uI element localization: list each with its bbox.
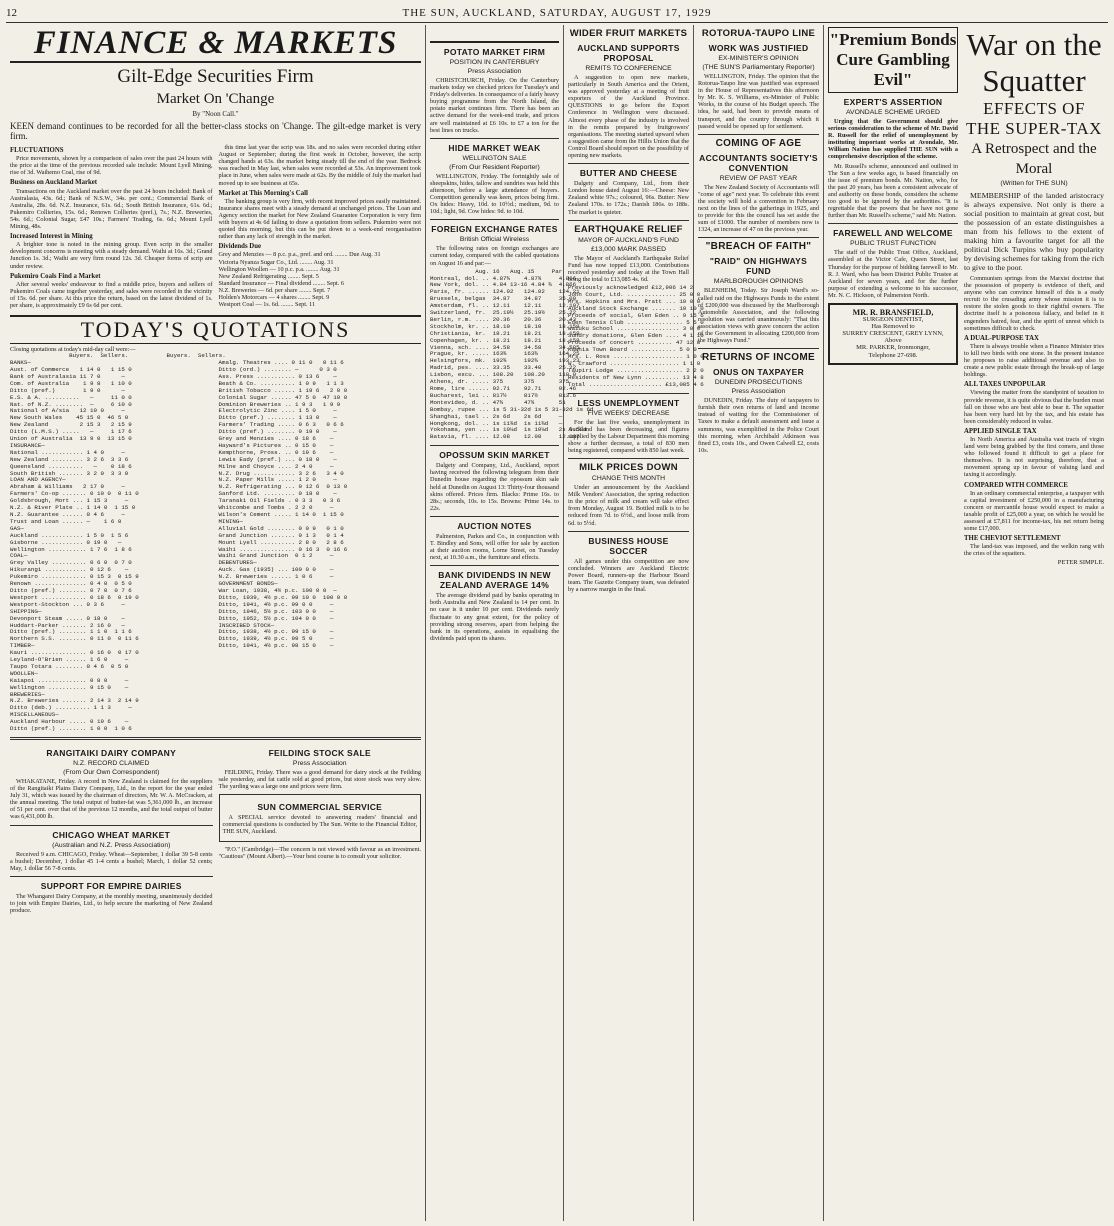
quotation-row: Sanford Ltd. ......... 0 18 0 —: [218, 490, 337, 498]
quotation-row: National ............ 1 4 0 —: [10, 448, 125, 456]
quotation-row: Auckland Harbour ..... 0 19 6 —: [10, 718, 129, 726]
dentist-advert: [828, 303, 958, 365]
quotation-row: Lewis Eady (pref.) ... 0 18 0 —: [218, 455, 337, 463]
potato-text: CHRISTCHURCH, Friday. On the Canterbury markets today we checked prices for Tuesday's and Friday's deliveries. In consequence of a fairly heavy buying programme from the North Island, the potato market continues firm. There has been an active demand for the week-end trade, and prices are well maintained at £6 10s. to £7 a ton for the best lines on trucks.: [430, 77, 559, 134]
finance-section-title: FINANCE & MARKETS: [10, 25, 421, 63]
quotation-row: BREWERIES—: [10, 690, 45, 698]
sun-service-box: [219, 794, 422, 841]
quotation-row: New South Wales 45 15 0 46 5 0: [10, 414, 129, 422]
banks-subhead: Business on Auckland Market: [10, 179, 98, 187]
fx-title: FOREIGN EXCHANGE RATES: [431, 224, 558, 235]
quotation-row: Ditto, 1952, 5½ p.c. 104 0 0 —: [218, 614, 334, 622]
bank-dividends-title: BANK DIVIDENDS IN NEW ZEALAND AVERAGE 14%: [438, 570, 551, 591]
quotation-row: Mount Lyell .......... 2 8 0 2 8 6: [218, 538, 344, 546]
fx-row: Madrid, pes. .... 33.35 33.40 25.22: [430, 364, 577, 372]
income-title: RETURNS OF INCOME: [702, 352, 815, 364]
page-number: 12: [6, 7, 17, 19]
milk-title: MILK PRICES DOWN: [579, 462, 678, 474]
finance-lead: KEEN demand continues to be recorded for all the better-class stocks on 'Change. The gilt-edge market is very firm.: [10, 121, 421, 142]
unemployment-title: LESS UNEMPLOYMENT: [577, 397, 680, 408]
quotation-row: N.Z. Breweries ...... 1 0 6 —: [218, 573, 334, 581]
quotation-row: BANKS—: [10, 359, 31, 367]
quotation-row: Union of Australia 13 9 0 13 15 0: [10, 435, 132, 443]
markets-column: [426, 25, 594, 1221]
quotation-row: GOVERNMENT BONDS—: [218, 580, 278, 588]
bank-dividends-text: The average dividend paid by banks operating in both Australia and New Zealand is 14 per cent. In no case is it under 10 per cent. Dividends rarely fluctuate to any great extent, for the policy of providing strong reserves, apart from helping the bank in its operations, assists in equalising the dividends paid upon its shares.: [430, 592, 559, 642]
rotorua-text: WELLINGTON, Friday. The opinion that the Rotorua-Taupo line was justified was expressed in the House of Representatives this afternoon by Mr. K. S. Williams, ex-Minister of Public Works, in the course of his Budget speech. The idea, he said, had been to provide means of transport, and the country through which it passed would be opened up for settlement.: [698, 73, 819, 130]
feilding-text: FEILDING, Friday. There was a good demand for dairy stock at the Feilding sale yesterday, and fat cattle sold at good prices, but store stock was very slow. The yarding was a large one and prices were firm.: [218, 769, 421, 791]
quotation-row: Ass. Press ........... 0 13 6 —: [218, 372, 337, 380]
finance-byline: By "Noon Call.": [192, 110, 239, 118]
soccer-title: BUSINESS HOUSE SOCCER: [588, 535, 669, 556]
premium-bonds-text: Mr. Russell's scheme, announced and outlined in The Sun a few weeks ago, is based financially on the issue of premium bonds. Mr. Nation, who, for the past 20 years, has been a consistent advocate of and authority on these bonds, considers the scheme too good to be ignored by the authorities. "It is regrettable that the powers that be have not gone further than Mr. Russell's scheme," said Mr. Nation.: [828, 162, 958, 220]
quake-row: Proceeds of social, Glen Eden .. 9 15 6: [568, 311, 704, 319]
quotation-row: TIMBER—: [10, 642, 35, 650]
quotation-row: Kempthorne, Pross. .. 0 19 6 —: [218, 448, 334, 456]
fx-head: Aug. 16 Aug. 15 Par: [430, 267, 563, 275]
milk-text: Under an announcement by the Auckland Milk Vendors' Association, the spring reduction in the price of milk and cream will take effect from Monday, August 19. Bottled milk is to be reduced from 7d. to 6½d., and loose milk from 6d. to 5½d.: [568, 484, 689, 527]
breach-title: "BREACH OF FAITH": [705, 241, 812, 253]
quotation-row: Auck. Gas (1935) ... 100 0 0 —: [218, 566, 334, 574]
quotation-row: Farmers' Trading ..... 0 6 3 0 6 6: [218, 421, 344, 429]
quotation-row: N.Z. Guarantee ...... 0 4 6 —: [10, 511, 125, 518]
income-source: Press Association: [731, 388, 786, 396]
quotation-row: Northern S.S. ........ 0 11 0 0 11 6: [10, 635, 139, 643]
quotation-row: INSCRIBED STOCK—: [218, 621, 275, 629]
quotation-row: Renown ............... 0 4 0 0 5 0: [10, 580, 132, 588]
quotations-column-heads: Buyers. Sellers. Buyers. Sellers.: [10, 352, 226, 360]
masthead: [6, 4, 1108, 23]
fluctuations-text: Price movements, shown by a comparison of sales over the past 24 hours with the price at the time of the previous recorded sale include: Mount Lyell Mining, rise of 3d. Waihemo Coal, rise of 9d.: [10, 155, 213, 177]
quotation-row: Ditto (pref.) ........ 0 7 0 0 7 6: [10, 586, 132, 594]
finance-subhead: Market On 'Change: [156, 91, 275, 107]
quotation-row: Ditto, 1939, 4½ p.c. 99 5 0 —: [218, 635, 334, 643]
squatter-source: (Written for THE SUN): [1000, 180, 1068, 187]
sun-service-replies: "P.O." (Cambridge)—The concern is not viewed with favour as an investment. "Cautious" (Mount Albert).—Your best course is to consult your solicitor.: [218, 845, 421, 860]
dividend-row: Grey and Menzies — 8 p.c. p.a., pref. and ord. ........ Due Aug. 31: [218, 251, 381, 259]
premium-bonds-title: "Premium Bonds Cure Gambling Evil": [828, 27, 958, 93]
quotation-row: COAL—: [10, 552, 28, 560]
rotorua-sub2: EX-MINISTER'S OPINION: [718, 55, 799, 62]
potato-source: Press Association: [467, 68, 522, 75]
quotation-row: Hikurangi ............ 0 12 6 —: [10, 566, 129, 574]
quotation-row: Farmers' Co-op ....... 0 10 0 0 11 0: [10, 490, 139, 498]
fx-row: Batavia, fl. .... 12.08 12.08 12.107: [430, 433, 580, 441]
quotation-row: Com. of Australia 1 9 8 1 10 0: [10, 379, 132, 387]
quotations-table-left: [10, 360, 213, 733]
quake-row: Residents of New Lynn .......... 13 4 8: [568, 373, 704, 381]
quotation-row: Devonport Steam ..... 0 18 0 —: [10, 614, 125, 622]
quake-row: Mrs. Hopkins and Mrs. Pratt ... 10 0 0: [568, 297, 701, 305]
quake-text: The Mayor of Auckland's Earthquake Relief Fund has now topped £13,000. Contributions received yesterday and today at the Town Hall bring the total to £13,085 4s. 6d.: [568, 254, 689, 283]
soccer-text: All games under this competition are now concluded. Winners are Auckland Electric Power Board, runners-up the Harbour Board team. The Gazette Company team, was defeated by a narrow margin in the final.: [568, 557, 689, 593]
fruit-column: [564, 25, 704, 1221]
quotation-row: GAS—: [10, 524, 24, 532]
feilding-title: FEILDING STOCK SALE: [268, 748, 371, 758]
milk-sub: CHANGE THIS MONTH: [591, 475, 666, 483]
quotation-row: Waihi Grand Junction 0 1 2 —: [218, 552, 334, 560]
squatter-text-c: Viewing the matter from the standpoint of taxation to provide revenue, it is quite obvious that the burden must fall on those who are best able to bear it. The squatter has been very hard hit by the tax, and his estate has been considerably reduced in value.: [964, 389, 1104, 425]
quotation-row: Wellington ........... 1 7 6 1 8 6: [10, 545, 132, 553]
rotorua-source: (THE SUN'S Parliamentary Reporter): [702, 64, 815, 71]
quotation-row: British Tobacco ...... 1 19 6 2 0 0: [218, 386, 348, 394]
quake-row: Taupiri Lodge ................... 2 2 0: [568, 366, 704, 374]
quotation-row: Ditto, 1941, 4½ p.c. 99 0 0 —: [218, 600, 334, 608]
quotation-row: LOAN AND AGENCY—: [10, 476, 66, 484]
ad-line4: Above: [884, 337, 902, 345]
income-text: DUNEDIN, Friday. The duty of taxpayers to furnish their own returns of land and income instead of waiting for the Commissioner of Taxes to make a default assessment and issue a summons, was exemplified in the Police Court this morning, when Archibald Atkinson was fined £3, costs 10s., and Owen Calwell £2, costs 10s.: [698, 397, 819, 454]
finance-continued-text: this time last year the scrip was 18s. and no sales were recorded during either August or September; during the first week in October, however, the scrip changed hands at 63s. the market being steady till the end of the year. Bedrock was reached in May last, when sales were recorded at 53s. An improvement took place in June, when sales were made at 62s. By the middle of July the market had moved up to see business at 65s.: [218, 144, 421, 187]
quotation-row: Grey Valley .......... 0 6 0 0 7 0: [10, 559, 132, 567]
premium-bonds-sub2: AVONDALE SCHEME URGED: [846, 109, 940, 116]
fx-row: Bucharest, lei .. 817½ 817½ 813.6: [430, 391, 577, 399]
quake-row: Previously acknowledged £12,906 14 2: [568, 283, 694, 291]
hide-source: (From Our Resident Reporter): [449, 163, 540, 171]
fx-row: Hongkong, dol. .. 1s 11¾d 1s 11¾d —: [430, 419, 563, 427]
quotation-row: WOOLLEN—: [10, 669, 38, 677]
farewell-sub: PUBLIC TRUST FUNCTION: [850, 240, 936, 248]
hide-title: HIDE MARKET WEAK: [448, 142, 541, 153]
quotation-row: Hayward's Pictures .. 0 15 0 —: [218, 441, 334, 449]
quotation-row: Kaiapoi .............. 0 8 0 —: [10, 676, 129, 684]
squatter-text-b: There is always trouble when a Finance Minister tries to kill two birds with one stone. In the present instance he proposes to raise additional revenue and also to create a new public estate through the break-up of large holdings.: [964, 342, 1104, 379]
quotation-row: Alluvial Gold ........ 0 0 9 0 1 0: [218, 524, 344, 532]
rotorua-title: ROTORUA-TAUPO LINE: [701, 28, 816, 39]
ad-line3: SURREY CRESCENT, GREY LYNN,: [842, 330, 944, 338]
fx-source: British Official Wireless: [459, 236, 530, 244]
quotation-row: New Zealand 2 15 3 2 15 9: [10, 421, 132, 429]
rotorua-sub: WORK WAS JUSTIFIED: [708, 43, 809, 53]
sun-service-title: SUN COMMERCIAL SERVICE: [257, 802, 383, 813]
coming-of-age-title: COMING OF AGE: [715, 137, 802, 149]
quotation-row: New Zealand ......... 3 2 6 3 3 6: [10, 455, 129, 463]
quotation-row: N.Z. Paper Mills ..... 1 2 0 —: [218, 476, 337, 484]
dividend-row: Westport Coal — 1s. 6d. ........ Sept. 11: [218, 301, 316, 309]
quotation-row: South British ....... 3 2 0 3 3 0: [10, 469, 129, 477]
quotation-row: MINING—: [218, 517, 243, 525]
quotation-row: Goldsbrough, Mort ... 1 15 3 —: [10, 497, 129, 505]
quotation-row: Dominion Breweries .. 1 9 3 1 9 9: [218, 400, 341, 408]
quake-list: [568, 283, 704, 389]
breach-text: BLENHEIM, Today. Sir Joseph Ward's so-called raid on the Highways Funds to the extent of £200,000 was discussed by the Marlborough Automobile Association, and the following resolution was carried unanimously: "That this association views with grave concern the action of the Government in allocating £200,000 from the Highways Fund.": [698, 287, 819, 345]
fx-row: Prague, kr. ..... 163¾ 163¾ 164.25: [430, 350, 580, 358]
ad-line5: MR. PARKER, Ironmonger,: [856, 344, 930, 352]
quotation-row: Waihi ................ 0 16 3 0 16 6: [218, 545, 348, 553]
fx-row: Helsingfors, mk. 192¾ 192¾ 193.23: [430, 357, 580, 365]
ad-line1: SURGEON DENTIST,: [862, 316, 924, 324]
rotorua-column: [694, 25, 824, 1221]
quotation-row: Wellington ........... 9 15 0 —: [10, 683, 129, 691]
quotation-row: N.Z. Drug ............ 3 2 6 3 4 0: [218, 469, 344, 477]
farewell-title: FAREWELL AND WELCOME: [833, 228, 953, 239]
quotation-row: Nat. of N.Z. ........ — 6 10 0: [10, 400, 132, 408]
fx-row: Bombay, rupee ... 1s 5 31-32d 1s 5 31-32d 1s 6d: [430, 405, 594, 413]
quake-sub: MAYOR OF AUCKLAND'S FUND: [578, 236, 679, 244]
fx-row: Christiania, kr. 18.21 18.21 18.159: [430, 329, 580, 337]
hide-text: WELLINGTON, Friday. The fortnightly sale of sheepskins, hides, tallow and sundries was held this afternoon, before a large attendance of buyers. Competition generally was keen, prices being firm. Ox hides: Heavy, 10d. to 10½d.; medium, 9d. to 10d.; light, 9d. Cow hides: 9d. to 10d.: [430, 172, 559, 216]
feilding-source: Press Association: [292, 760, 347, 767]
fx-row: Amsterdam, fl. .. 12.11 12.11 12.107: [430, 302, 580, 310]
quake-row: Sundry donations, Glen Eden .... 4 1 10: [568, 332, 704, 340]
fx-row: Yokohama, yen ... 1s 10⅛d 1s 10⅛d 2s 0.58d: [430, 426, 587, 434]
quotations-title: TODAY'S QUOTATIONS: [10, 315, 421, 344]
right-column: [824, 25, 1108, 1221]
quotation-row: War Loan, 1938, 4½ p.c. 100 0 0 —: [218, 586, 337, 594]
quotation-row: Auckland ............ 1 5 0 1 5 6: [10, 531, 129, 539]
quotation-row: Aust. of Commerce 1 14 0 1 15 0: [10, 365, 132, 373]
fx-row: Athens, dr. ..... 375 375 375: [430, 378, 570, 386]
squatter-text-e: In an ordinary commercial enterprise, a taxpayer with a capital investment of £250,000 in a manufacturing concern or mercantile house would expect to make a taxable profit of £25,000 a year, on which he would be assessed at £7,811 for income-tax, his net return being some £17,000.: [964, 489, 1104, 533]
rangitaiki-title: RANGITAIKI DAIRY COMPANY: [46, 748, 177, 758]
potato-sub: POSITION IN CANTERBURY: [449, 59, 540, 66]
quotations-table-right: [219, 360, 422, 733]
quotation-row: Westport ............. 0 18 6 0 19 0: [10, 593, 139, 601]
rangitaiki-subtitle: N.Z. RECORD CLAIMED: [73, 760, 150, 767]
quotation-row: Abraham & Williams 2 17 0 —: [10, 483, 125, 491]
auction-title: AUCTION NOTES: [457, 520, 532, 531]
squatter-subtitle: EFFECTS OF THE SUPER-TAX: [966, 99, 1102, 138]
wider-fruit-sub: AUCKLAND SUPPORTS PROPOSAL: [577, 43, 680, 63]
quotation-row: Queensland .......... — 0 18 6: [10, 462, 132, 470]
chicago-title: CHICAGO WHEAT MARKET: [52, 829, 171, 840]
dividends-list: [219, 251, 422, 308]
quotation-row: Milne and Choyce .... 2 4 0 —: [218, 462, 334, 470]
squatter-text-a: Communism springs from the Marxist doctrine that the possession of property is evidence of theft, and anyone who can convince himself of this is a ready recruit to the crusading army whose mission it is to restore the stolen goods to their rightful owners. The doctrine itself is a poisonous fallacy, and belief in it engenders hatred, fear, and the spirit of unrest which is sometimes difficult to check.: [964, 275, 1104, 332]
fluctuations-title: FLUCTUATIONS: [10, 147, 64, 155]
quotation-row: Ditto (pref.) 1 9 0 —: [10, 386, 125, 394]
single-tax-subhead: APPLIED SINGLE TAX: [964, 427, 1037, 435]
fx-row: Shanghai, tael .. 2s 6d 2s 6d —: [430, 412, 563, 420]
fx-row: Brussels, belgas 34.87 34.87 35.00: [430, 295, 577, 303]
quotation-row: Huddart-Parker ....... 2 16 0 —: [10, 621, 125, 629]
fx-row: Stockholm, kr. .. 18.10 18.10 18.159: [430, 322, 580, 330]
wider-fruit-text: A suggestion to open new markets, particularly in South America and the Orient, was approved yesterday at a meeting of fruit exporters of the Auckland Province. QUESTIONS to go before the Export Conference in Wellington were discussed. Almost every phase of the industry is involved in the remits prepared by fruitgrowers' organisations. The meeting started upward when a suggestion came from the Hillis Union that the Control Board should report on the possibility of opening new markets.: [568, 74, 689, 160]
quake-row: Total ..................... £13,085 4 6: [568, 380, 704, 388]
quotation-row: Taranaki Oil Fields . 0 3 3 0 3 6: [218, 497, 341, 505]
morning-call-subhead: Market at This Morning's Call: [218, 189, 308, 197]
quotation-row: Grand Junction ....... 0 1 3 0 1 4: [218, 531, 344, 539]
dividend-row: Holden's Motorcars — 4 shares ........ Sept. 9: [218, 293, 330, 301]
quotation-row: MISCELLANEOUS—: [10, 711, 59, 719]
sun-service-text: A SPECIAL service devoted to answering readers' financial and commercial questions is conducted by The Sun. Write to the Financial Editor, THE SUN, Auckland.: [222, 814, 417, 836]
quotation-row: Bank of Australasia 11 7 0 —: [10, 372, 125, 380]
breach-sub2: MARLBOROUGH OPINIONS: [713, 278, 804, 286]
dividend-row: Victoria Nyanza Sugar Co., Ltd. ........ Aug. 31: [218, 258, 334, 266]
quotation-row: Pukemiro ............. 0 15 3 0 15 9: [10, 573, 139, 581]
wider-fruit-sub2: REMITS TO CONFERENCE: [585, 65, 672, 72]
premium-bonds-lead: Urging that the Government should give serious consideration to the scheme of Mr. David R. Russell for the relief of unemployment by instituting important works at Avondale, Mr. William Nation has supplied THE SUN with a comprehensive description of the scheme.: [828, 118, 958, 161]
quotation-row: Ditto, 1946, 5½ p.c. 103 0 0 —: [218, 607, 334, 615]
auction-text: Palmerston, Parkes and Co., in conjunction with T. Bindley and Sons, will offer for sale by auction at their auction rooms, Lorne Street, on Tuesday next, at 10.30 a.m., the furniture and effects.: [430, 532, 559, 562]
quotation-row: Taupo Totara ........ 0 4 6 0 5 0: [10, 662, 129, 670]
fx-text: The following rates on foreign exchanges are current today, compared with the cabled quotations on August 16 and par:—: [430, 245, 559, 267]
commerce-subhead: COMPARED WITH COMMERCE: [964, 481, 1068, 489]
quotation-row: Trust and Loan ...... — 1 6 0: [10, 517, 122, 525]
fx-row: Paris, fr. ...... 124.02 124.02 124.21: [430, 288, 580, 296]
coming-of-age-text: The New Zealand Society of Accountants will "come of age" next year. To celebrate this event the society will hold a convention in February next on the lines of the gatherings in 1925, and to provide for this the council has set aside the sum of £1000. The number of members now is 1324, an increase of 47 on the previous year.: [698, 183, 819, 234]
empire-title: SUPPORT FOR EMPIRE DAIRIES: [40, 880, 182, 891]
quake-row: W. Crawford .................... 1 1 0: [568, 359, 701, 367]
farewell-text: The staff of the Public Trust Office, Auckland, assembled at the Victor Cafe, Queen Street, last Thursday for the purpose of bidding farewell to Mr. R. J. Ward, who has been District Public Trustee at Auckland for seven years, and for the further purpose of extending a welcome to his successor, Mr. N. C. Hickson, of Palmerston North.: [828, 249, 958, 299]
quotation-row: Kauri ................ 0 16 0 0 17 0: [10, 649, 139, 657]
wider-fruit-title: WIDER FRUIT MARKETS: [569, 28, 688, 39]
squatter-title: War on the Squatter: [966, 27, 1102, 98]
empire-text: The Whangarei Dairy Company, at the monthly meeting, unanimously decided to join with Empire Dairies, Ltd., to help secure the marketing of New Zealand produce.: [10, 892, 213, 915]
quake-row: Mrs. L. Ross .................... 1 0 0: [568, 353, 704, 361]
dual-purpose-subhead: A DUAL-PURPOSE TAX: [964, 334, 1039, 342]
quotation-row: Ditto (pref.) ........ 1 0 0 1 0 6: [10, 725, 132, 733]
premium-bonds-sub: EXPERT'S ASSERTION: [843, 97, 943, 107]
quake-row: Kawhia Town Board ............. 5 0 0: [568, 346, 697, 354]
chicago-text: Received 9 a.m. CHICAGO, Friday. Wheat—September, 1 dollar 39 5-8 cents a bushel; December, 1 dollar 45 1-4 cents a bushel; March, 1 dollar 52 cents; May, 1 dollar 56 7-8 cents.: [10, 850, 213, 872]
morning-call-text: The banking group is very firm, with recent improved prices easily maintained. Insurance shares meet with a steady demand at unchanged prices. The Loan and Agency section the market for New Zealand Guarantee Corporation is very firm with buyers at 4s 6d failing to draw a quotation from sellers. Pukemiro were not quoted this morning, but this can be put down to a week-end reorganisation rather than any lack of strength in the market.: [218, 197, 421, 241]
quake-row: John Court, Ltd. .............. 25 0 0: [568, 290, 701, 298]
squatter-headline: A Retrospect and the Moral: [971, 141, 1097, 177]
quotation-row: N.Z. Breweries ....... 2 14 3 2 14 9: [10, 697, 139, 705]
quotation-row: Amalg. Theatres .... 0 11 0 0 11 6: [218, 359, 344, 367]
quotation-row: Ditto (ord.) ........ — 0 3 0: [218, 365, 337, 373]
unemployment-text: For the last five weeks, unemployment in Auckland has been decreasing, and figures supplied by the Labour Department this morning show a further decrease, a total of 830 men being registered, compared with 850 last week.: [568, 418, 689, 454]
dividend-row: N.Z. Breweries — 6d. per share ........ Sept. 7: [218, 286, 331, 294]
quotation-row: Ditto, 1941, 4½ p.c. 98 15 0 —: [218, 642, 334, 650]
quotation-row: Ditto (deb.) .......... 1 1 3 —: [10, 704, 132, 712]
quake-row: Waiuku School .................. 3 0 0: [568, 325, 701, 333]
quotation-row: Beath & Co. .......... 1 0 9 1 1 3: [218, 379, 344, 387]
quotation-row: Ditto (pref.) ........ 1 1 0 1 1 6: [10, 628, 132, 636]
quake-row: Auckland Stock Exchange ....... 10 10 0: [568, 304, 704, 312]
fx-row: Berlin, r.m. .... 20.36 20.36 20.43: [430, 315, 577, 323]
dividends-subhead: Dividends Due: [218, 243, 261, 251]
quotation-row: National of A/sia 12 10 0 —: [10, 407, 125, 415]
quake-title: EARTHQUAKE RELIEF: [574, 223, 683, 235]
banks-text: Transactions on the Auckland market over the past 24 hours included: Bank of Australasia, 43s. 6d.; Bank of N.S.W., 34s. per cent.; Commercial Bank of Australia, 28s. 6d. N.Z. Insurance, 61s. 6d.; South British Insurance, 61s. 6d.; Pukemiro Collieries, 15s. 6d.; Renown Collieries (pref.), 7s.; N.Z. Breweries, 54s. 6d.; Colonial Sugar, £47 10s.; Farmers' Trading, 6s. 6d.; Mount Lyell Mining, 48s.: [10, 187, 213, 231]
taxes-subhead: ALL TAXES UNPOPULAR: [964, 381, 1046, 389]
unemployment-sub: FIVE WEEKS' DECREASE: [587, 409, 670, 417]
pukemiro-subhead: Pukemiro Coals Find a Market: [10, 272, 101, 280]
fx-row: Montreal, dol. .. 4.87¾ 4.87¾ 4.866: [430, 274, 577, 282]
quotation-row: Ditto (pref.) ........ 1 13 0 —: [218, 414, 337, 422]
quotation-row: SHIPPING—: [10, 607, 42, 615]
rangitaiki-text: WHAKATANE, Friday. A record in New Zealand is claimed for the suppliers of the Rangitaiki Plains Dairy Company, Ltd., in the report for the year ended July 31, which was issued by the chairman of directors, Mr. W. A. McCracken, at the annual meeting. The total output of butter-fat was 5,361,000 lb., an increase of 51 per cent. over that of the previous 12 months, and the total output of butter was 6,431,000 lb.: [10, 778, 213, 821]
dividend-row: Standard Insurance — Final dividend ........ Sept. 6: [218, 279, 344, 287]
cheviot-subhead: THE CHEVIOT SETTLEMENT: [964, 535, 1061, 543]
fx-row: New York, dol. .. 4.84 13-16 4.84 ¾ 4.866: [430, 281, 577, 289]
hide-sub: WELLINGTON SALE: [462, 154, 527, 162]
quotation-row: DEBENTURES—: [218, 559, 257, 567]
income-sub2: DUNEDIN PROSECUTIONS: [714, 379, 803, 387]
opossum-title: OPOSSUM SKIN MARKET: [439, 450, 550, 461]
squatter-signature: PETER SIMPLE.: [1057, 559, 1104, 567]
newspaper-title: THE SUN, AUCKLAND, SATURDAY, AUGUST 17, 1929: [402, 7, 712, 19]
butter-title: BUTTER AND CHEESE: [579, 168, 678, 179]
quotation-row: Grey and Menzies .... 0 18 6 —: [218, 435, 334, 443]
fx-row: Lisbon, escu. ... 108.20 108.20 110.0: [430, 371, 577, 379]
quake-row: Proceeds of concert .......... 47 12 8: [568, 339, 701, 347]
breach-sub: "RAID" ON HIGHWAYS FUND: [709, 256, 808, 277]
quotation-row: Electrolytic Zinc .... 1 5 0 —: [218, 407, 337, 415]
quotation-row: Gisborne ............ 0 19 0 —: [10, 538, 122, 546]
quotation-row: Ditto, 1939, 4½ p.c. 99 10 0 100 0 0: [218, 593, 348, 601]
quotation-row: Ditto (L.M.S.) ..... — 1 17 6: [10, 428, 132, 436]
squatter-lead: MEMBERSHIP of the landed aristocracy is always expensive. Not only is there a social position to maintain at great cost, but the possession of an estate distinguishes a man from his fellows to the extent of making him a favourite target for all the political Dick Turpins who buy popularity by devising schemes for taking from the rich to give to the poor.: [964, 191, 1104, 272]
fx-row: Rome, lire ...... 92.71 92.71 92.46: [430, 385, 577, 392]
quake-sub2: £13,000 MARK PASSED: [590, 245, 667, 253]
fx-row: Switzerland, fr. 25.19½ 25.19½ 25.22: [430, 309, 577, 317]
squatter-text-d: In North America and Australia vast tracts of virgin land were being grabbed by the first comers, and those who followed found it difficult to get a place for themselves. It is not surprising, therefore, that a movement sprang up in favour of valuing land and taxing it accordingly.: [964, 435, 1104, 479]
finance-headline: Gilt-Edge Securities Firm: [117, 66, 314, 87]
chicago-source: (Australian and N.Z. Press Association): [52, 841, 171, 849]
quotation-row: N.Z. Refrigerating ... 0 12 6 0 13 0: [218, 483, 348, 491]
quotation-row: INSURANCE—: [10, 441, 45, 449]
quotation-row: Colonial Sugar ...... 47 5 0 47 10 0: [218, 393, 348, 401]
fx-row: Montevideo, d. .. 47¾ 47¾ 51: [430, 398, 566, 406]
fx-table: [430, 274, 594, 442]
finance-column: [6, 25, 426, 1221]
dividend-row: New Zealand Refrigerating ........ Sept. 5: [218, 272, 319, 280]
fx-row: Copenhagen, kr. . 18.21 18.21 18.159: [430, 336, 580, 344]
butter-text: Dalgety and Company, Ltd., from their London house dated August 16:—Cheese: New Zealand white 97s.; coloured, 96s. Butter: New Zealand 170s. to 172s.; Danish 186s. to 188s. The market is quieter.: [568, 180, 689, 216]
opossum-text: Dalgety and Company, Ltd., Auckland, report having received the following telegram from their Dunedin house regarding the opossum skin sale held at Dunedin on August 13: Thirty-four thousand skins offered. Prices firm. Blacks: Prime 16s. to 28s.; seconds, 10s. to 15s. Browns: Prime 14s. to 22s.: [430, 462, 559, 512]
quotations-intro: Closing quotations at today's mid-day call were:—: [10, 346, 136, 354]
ad-line2: Has Removed to: [871, 323, 915, 331]
quotation-row: Ditto (pref.) ........ 0 19 0 —: [218, 428, 337, 436]
fx-row: Vienna, sch. .... 34.58 34.58 34.585: [430, 343, 580, 351]
income-sub: ONUS ON TAXPAYER: [712, 367, 805, 378]
mining-text: A brighter tone is noted in the mining group. Even scrip in the smaller development concerns is meeting with a steady demand. Waihi at 16s. 3d.; Grand Junction 1s. 3d.; Waihi are very firm round 12s. 3d. Cheaper forms of scrip are under review.: [10, 241, 213, 270]
coming-of-age-sub2: REVIEW OF PAST YEAR: [719, 174, 798, 182]
ad-name: MR. R. BRANSFIELD,: [852, 307, 934, 317]
rangitaiki-source: (From Our Own Correspondent): [63, 769, 160, 776]
quotation-row: Ditto, 1938, 4½ p.c. 99 15 0 —: [218, 628, 334, 636]
quotation-row: Leyland-O'Brien ...... 1 6 0 —: [10, 656, 129, 664]
mining-subhead: Increased Interest in Mining: [10, 233, 93, 241]
quotation-row: N.Z. & River Plate .. 1 14 0 1 15 0: [10, 504, 136, 512]
quake-row: Eden Tennis Club ................ 5 5 0: [568, 318, 704, 326]
potato-title: POTATO MARKET FIRM: [443, 47, 546, 57]
coming-of-age-sub: ACCOUNTANTS SOCIETY'S CONVENTION: [699, 152, 818, 173]
ad-line6: Telephone 27-698.: [868, 351, 918, 359]
pukemiro-text: After several weeks' endeavour to find a middle price, buyers and sellers of Pukemiro Coals came together yesterday, and sales were recorded in the vicinity of 15s. 6d. per share. At this price the return, based on the latest dividend of 1s. per share, is approximately £9 6s 6d per cent.: [10, 280, 213, 309]
quotation-row: Wilson's Cement ..... 1 14 0 1 15 0: [218, 511, 344, 518]
dividend-row: Wellington Woollen — 10 p.c. p.a. ........ Aug. 31: [218, 265, 340, 273]
quotation-row: Whitcombe and Tombs . 2 2 0 —: [218, 504, 334, 512]
quotation-row: E.S. & A. .......... — 11 0 0: [10, 393, 132, 401]
columns: [6, 25, 1108, 1221]
squatter-text-f: The land-tax was imposed, and the welkin rang with the cries of the squatters.: [964, 543, 1104, 558]
quotation-row: Westport-Stockton ... 0 3 6 —: [10, 600, 125, 608]
